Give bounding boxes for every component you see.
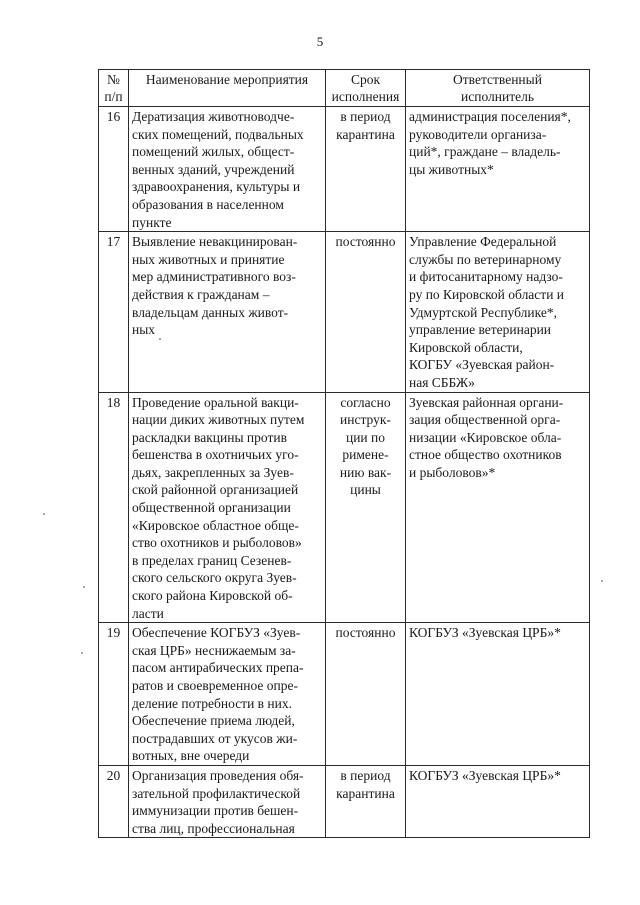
measure-name: Проведение оральной вакци- нации диких животных путем раскладки вакцины против бешенства в охотничьих уго- дьях, закрепленных за Зуев- ской районной организацией общественной организации «Кировское областное обще- ство охотников и рыболовов» в пределах границ Сезенев- ского сельского округа Зуев- ского района Кировской об- ласти xyxy=(129,392,326,623)
measure-name: Обеспечение КОГБУЗ «Зуев- ская ЦРБ» неснижаемым за- пасом антирабических препа- ратов и своевременное опре- деление потребности в них. Обеспечение приема людей, пострадавших от укусов жи- вотных, вне очереди xyxy=(129,623,326,766)
deadline: согласно инструк- ции по римене- нию вак- цины xyxy=(326,392,406,623)
deadline: постоянно xyxy=(326,232,406,392)
page-number: 5 xyxy=(316,34,324,49)
responsible: КОГБУЗ «Зуевская ЦРБ»* xyxy=(406,765,590,837)
header-responsible: Ответственный исполнитель xyxy=(406,70,590,107)
table-row xyxy=(99,765,590,837)
responsible: КОГБУЗ «Зуевская ЦРБ»* xyxy=(406,623,590,766)
responsible: Зуевская районная органи- зация общественной орга- низации «Кировское обла- стное общество охотников и рыболовов»* xyxy=(406,392,590,623)
measures-table xyxy=(98,69,590,838)
row-number: 19 xyxy=(99,623,129,766)
table-row xyxy=(99,107,590,232)
header-number: № п/п xyxy=(99,70,129,107)
scan-speck xyxy=(81,652,83,654)
measure-name: Выявление невакцинирован- ных животных и принятие мер административного воз- действия к гражданам – владельцам данных живот- ных xyxy=(129,232,326,392)
scan-speck xyxy=(601,580,603,582)
table-row xyxy=(99,392,590,623)
table-header-row xyxy=(99,70,590,107)
scan-speck xyxy=(159,338,161,340)
scan-speck xyxy=(83,586,85,588)
deadline: постоянно xyxy=(326,623,406,766)
header-deadline: Срок исполнения xyxy=(326,70,406,107)
measure-name: Дератизация животноводче- ских помещений, подвальных помещений жилых, общест- венных зданий, учреждений здравоохранения, культуры и образования в населенном пункте xyxy=(129,107,326,232)
deadline: в период карантина xyxy=(326,765,406,837)
row-number: 17 xyxy=(99,232,129,392)
row-number: 18 xyxy=(99,392,129,623)
deadline: в период карантина xyxy=(326,107,406,232)
scan-speck xyxy=(43,513,45,515)
responsible: администрация поселения*, руководители организа- ций*, граждане – владель- цы животных* xyxy=(406,107,590,232)
row-number: 16 xyxy=(99,107,129,232)
header-measure-name: Наименование мероприятия xyxy=(129,70,326,107)
table-row xyxy=(99,623,590,766)
row-number: 20 xyxy=(99,765,129,837)
table-row xyxy=(99,232,590,392)
measure-name: Организация проведения обя- зательной профилактической иммунизации против бешен- ства лиц, профессиональная xyxy=(129,765,326,837)
responsible: Управление Федеральной службы по ветеринарному и фитосанитарному надзо- ру по Кировской области и Удмуртской Республике*, управление ветеринарии Кировской области, КОГБУ «Зуевская район- ная СББЖ» xyxy=(406,232,590,392)
